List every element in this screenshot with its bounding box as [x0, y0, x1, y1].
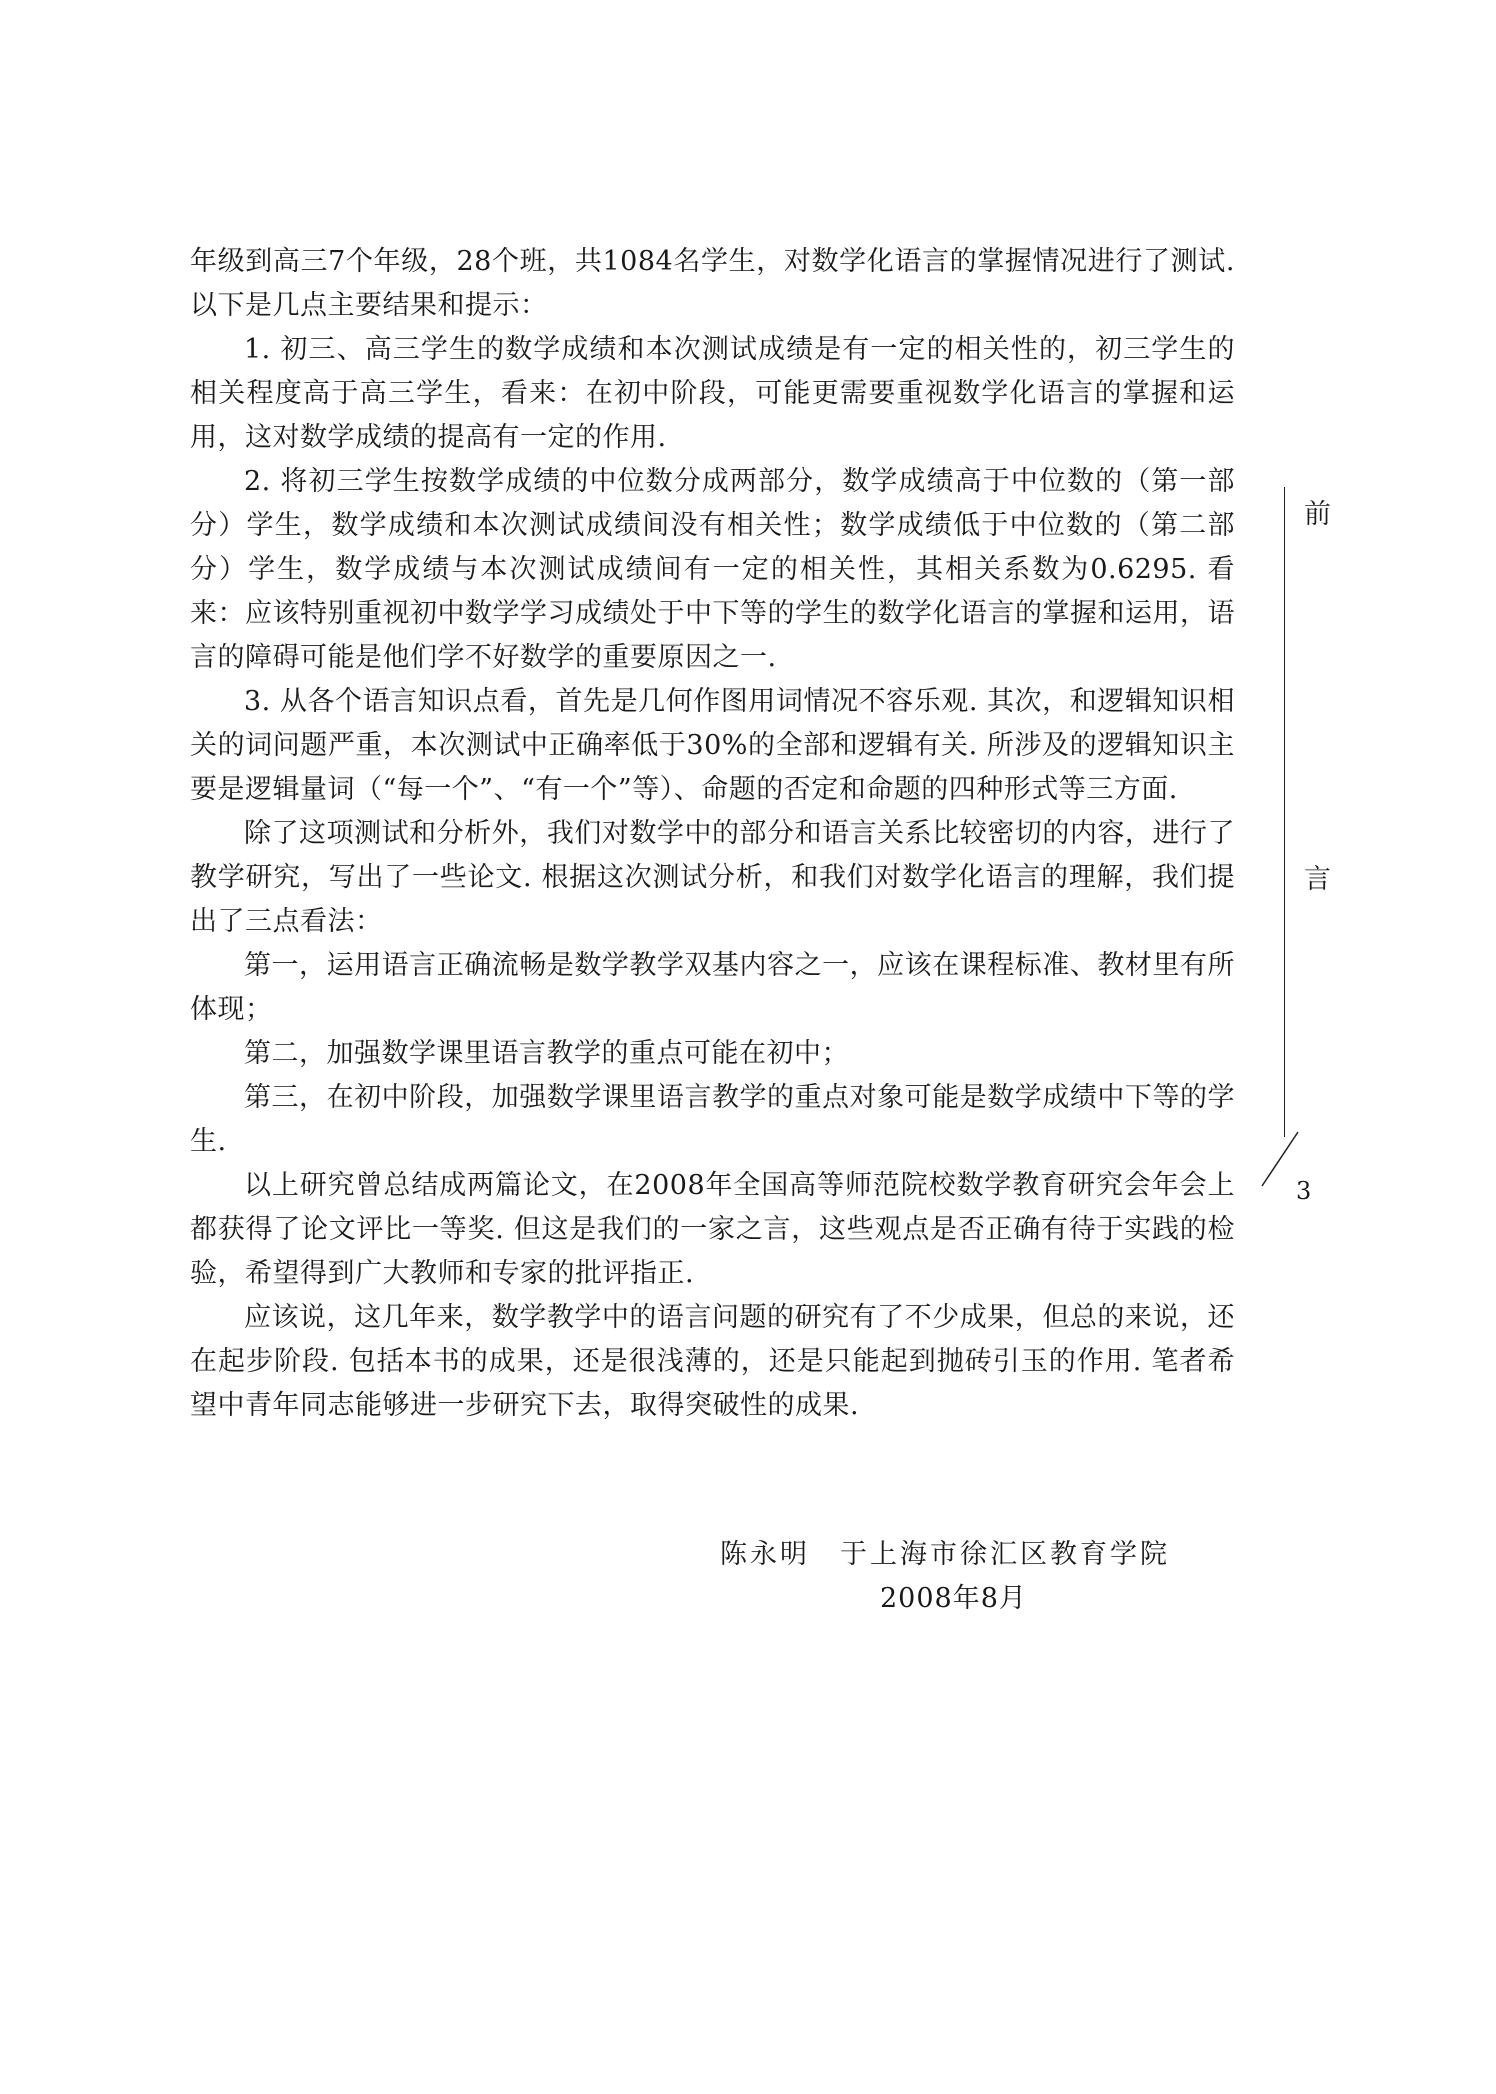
paragraph-papers: 以上研究曾总结成两篇论文，在2008年全国高等师范院校数学教育研究会年会上都获得了论文评比一等奖. 但这是我们的一家之言，这些观点是否正确有待于实践的检验，希望得到广大教师和专家的批评指正.: [190, 1170, 1235, 1289]
margin-rule: [1284, 487, 1285, 1137]
margin-slash: [1260, 1130, 1300, 1190]
paragraph-conclusion: 应该说，这几年来，数学教学中的语言问题的研究有了不少成果，但总的来说，还在起步阶段. 包括本书的成果，还是很浅薄的，还是只能起到抛砖引玉的作用. 笔者希望中青年同志能够进一步研究下去，取得突破性的成果.: [190, 1302, 1235, 1421]
paragraph-result-1: 1. 初三、高三学生的数学成绩和本次测试成绩是有一定的相关性的，初三学生的相关程度高于高三学生，看来：在初中阶段，可能更需要重视数学化语言的掌握和运用，这对数学成绩的提高有一定的作用.: [190, 334, 1235, 453]
preface-body: [190, 240, 1235, 1428]
page-number: 3: [1296, 1177, 1312, 1205]
paragraph-view-2: 第二，加强数学课里语言教学的重点可能在初中；: [244, 1038, 849, 1069]
sidebar-char-1: 前: [1304, 499, 1331, 530]
paragraph-result-3: 3. 从各个语言知识点看，首先是几何作图用词情况不容乐观. 其次，和逻辑知识相关的词问题严重，本次测试中正确率低于30%的全部和逻辑有关. 所涉及的逻辑知识主要是逻辑量词（“每一个”、“有一个”等）、命题的否定和命题的四种形式等三方面.: [190, 686, 1235, 805]
paragraph-view-1: 第一，运用语言正确流畅是数学教学双基内容之一，应该在课程标准、教材里有所体现；: [190, 950, 1235, 1025]
sidebar-char-2: 言: [1304, 864, 1331, 895]
author-signature: 陈永明 于上海市徐汇区教育学院: [720, 1539, 1170, 1570]
paragraph-research: 除了这项测试和分析外，我们对数学中的部分和语言关系比较密切的内容，进行了教学研究，写出了一些论文. 根据这次测试分析，和我们对数学化语言的理解，我们提出了三点看法：: [190, 818, 1235, 937]
paragraph-continuation: 年级到高三7个年级，28个班，共1084名学生，对数学化语言的掌握情况进行了测试. 以下是几点主要结果和提示：: [190, 246, 1235, 321]
signature-date: 2008年8月: [880, 1583, 1027, 1614]
paragraph-view-3: 第三，在初中阶段，加强数学课里语言教学的重点对象可能是数学成绩中下等的学生.: [190, 1082, 1235, 1157]
paragraph-result-2: 2. 将初三学生按数学成绩的中位数分成两部分，数学成绩高于中位数的（第一部分）学生，数学成绩和本次测试成绩间没有相关性；数学成绩低于中位数的（第二部分）学生，数学成绩与本次测试成绩间有一定的相关性，其相关系数为0.6295. 看来：应该特别重视初中数学学习成绩处于中下等的学生的数学化语言的掌握和运用，语言的障碍可能是他们学不好数学的重要原因之一.: [190, 466, 1235, 673]
